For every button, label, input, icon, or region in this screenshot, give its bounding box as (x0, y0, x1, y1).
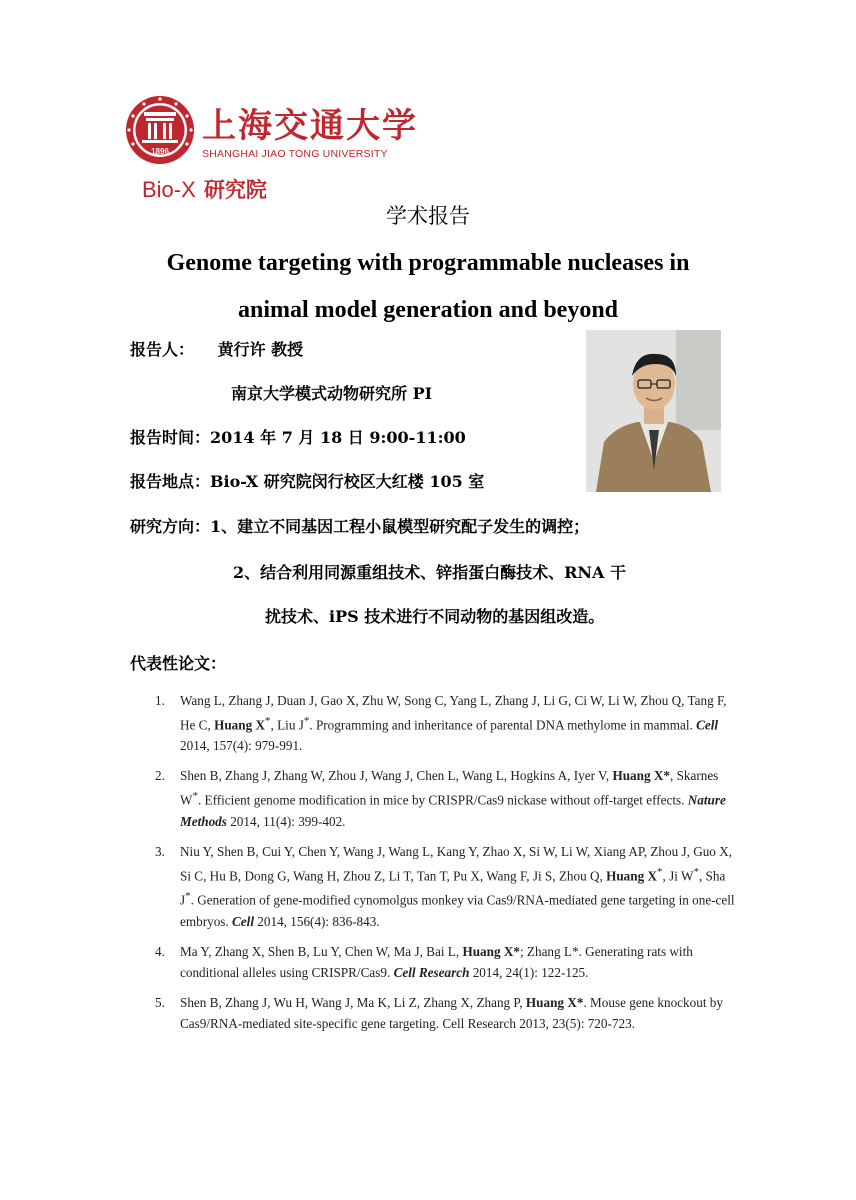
publications-heading: 代表性论文： (130, 654, 227, 673)
publication-citation: 2014, 157(4): 979-991. (180, 738, 303, 754)
talk-title-line-1: Genome targeting with programmable nucleases in (166, 250, 690, 276)
publication-title: . Generation of gene-modified cynomolgus monkey via Cas9/RNA-mediated gene targeting in one-cell embryos. (180, 892, 735, 929)
publication-authors: Ma Y, Zhang X, Shen B, Lu Y, Chen W, Ma J, Bai L, (180, 943, 463, 959)
institute-cn: 研究院 (203, 177, 267, 202)
publication-title: . Generating rats with conditional alleles using CRISPR/Cas9. (180, 943, 693, 980)
research-label: 研究方向： (130, 517, 211, 536)
speaker-portrait-icon (586, 330, 721, 492)
publication-title: . Mouse gene knockout by Cas9/RNA-mediated site-specific gene targeting. Cell Research 2013, 23(5): 720-723. (180, 994, 723, 1031)
research-line-1: 1、建立不同基因工程小鼠模型研究配子发生的调控； (210, 517, 590, 536)
publication-item (155, 941, 735, 983)
publication-coauthor: , Ji W (662, 868, 694, 884)
publication-coauthor: ; Zhang L* (519, 943, 579, 959)
publication-list (155, 690, 735, 1043)
university-name-cn: 上海交通大学 (202, 106, 418, 146)
research-line-3: 扰技术、iPS 技术进行不同动物的基因组改造。 (265, 607, 605, 626)
publication-coauthor: , Liu J (270, 717, 304, 733)
speaker-affiliation: 南京大学模式动物研究所 PI (231, 384, 433, 403)
publication-citation: 2014, 156(4): 836-843. (254, 913, 380, 929)
publication-number: 5. (155, 994, 165, 1010)
talk-title (110, 240, 746, 334)
publication-authors: Shen B, Zhang J, Wu H, Wang J, Ma K, Li Z, Zhang X, Zhang P, (180, 994, 526, 1010)
publication-journal: Nature Methods (180, 792, 726, 829)
research-line-2: 2、结合利用同源重组技术、锌指蛋白酶技术、RNA 干 (233, 563, 627, 582)
publication-journal: Cell Research (393, 964, 470, 980)
publication-coauthor: , Sha J (180, 868, 726, 908)
publication-highlight-author: Huang X* (612, 768, 670, 784)
location-value: Bio-X 研究院闵行校区大红楼 105 室 (210, 472, 485, 491)
university-name-en: SHANGHAI JIAO TONG UNIVERSITY (202, 148, 388, 160)
publication-authors: Wang L, Zhang J, Duan J, Gao X, Zhu W, Song C, Yang L, Zhang J, Li G, Ci W, Li W, Zhou Q, Tang F, He C, (180, 693, 727, 733)
speaker-row (130, 339, 303, 361)
page-heading: 学术报告 (386, 204, 470, 228)
publication-journal: Cell (696, 717, 719, 733)
publication-coauthor: , Skarnes W (180, 768, 719, 808)
publication-number: 4. (155, 943, 165, 959)
publication-highlight-author: Huang X* (525, 994, 584, 1010)
publication-item: 3. Niu Y, Shen B, Cui Y, Chen Y, Wang J, Wang L, Kang Y, Zhao X, Si W, Li W, Xiang AP, Zhou J, Guo X, Si C, Hu B, Dong G, Wang H, Zhou Z, Li T, Tan T, Pu X, Wang F, Ji S, Zhou Q, Huang X*, Ji W*, Sha J*. Generation of gene-modified cynomolgus monkey via Cas9/RNA-mediated gene targeting in one-cell embryos. Cell 2014, 156(4): 836-843. (155, 841, 735, 932)
university-seal-icon (124, 94, 196, 166)
publication-citation: 2014, 11(4): 399-402. (226, 813, 346, 829)
publication-item: 2. Shen B, Zhang J, Zhang W, Zhou J, Wang J, Chen L, Wang L, Hogkins A, Iyer V, Huang X*, Skarnes W*. Efficient genome modification in mice by CRISPR/Cas9 nickase without off-target effects. Nature Methods 2014, 11(4): 399-402. (155, 765, 735, 831)
publication-highlight-author: Huang X (214, 717, 266, 733)
talk-title-line-2: animal model generation and beyond (237, 297, 619, 323)
publication-item (155, 992, 735, 1034)
svg-text:1896: 1896 (151, 147, 169, 156)
time-row (130, 427, 466, 449)
speaker-name: 黄行许 教授 (217, 340, 304, 359)
publication-citation: 2014, 24(1): 122-125. (469, 964, 589, 980)
location-label: 报告地点： (130, 472, 211, 491)
speaker-photo (586, 330, 721, 492)
time-value: 2014 年 7 月 18 日 9:00-11:00 (210, 428, 466, 447)
publication-authors: Niu Y, Shen B, Cui Y, Chen Y, Wang J, Wang L, Kang Y, Zhao X, Si W, Li W, Xiang AP, Zhou J, Guo X, Si C, Hu B, Dong G, Wang H, Zhou Z, Li T, Tan T, Pu X, Wang F, Ji S, Zhou Q, (180, 843, 733, 884)
research-row (130, 516, 589, 538)
publication-number: 2. (155, 768, 165, 784)
publication-item: 1. Wang L, Zhang J, Duan J, Gao X, Zhu W, Song C, Yang L, Zhang J, Li G, Ci W, Li W, Zhou Q, Tang F, He C, Huang X*, Liu J*. Programming and inheritance of parental DNA methylome in mammal. Cell 2014, 157(4): 979-991. (155, 690, 735, 756)
university-logo (124, 94, 424, 204)
location-row (130, 471, 484, 493)
publication-journal: Cell (232, 913, 254, 929)
institute-prefix: Bio-X (142, 177, 196, 202)
speaker-label: 报告人： (130, 340, 195, 359)
publication-highlight-author: Huang X* (462, 943, 520, 959)
publication-highlight-author: Huang X (606, 868, 658, 884)
publication-number: 3. (155, 843, 165, 859)
publication-authors: Shen B, Zhang J, Zhang W, Zhou J, Wang J, Chen L, Wang L, Hogkins A, Iyer V, (180, 768, 613, 784)
time-label: 报告时间： (130, 428, 211, 447)
publication-number: 1. (155, 693, 165, 708)
publication-title: . Efficient genome modification in mice by CRISPR/Cas9 nickase without off-target effects. (197, 792, 688, 808)
publication-title: . Programming and inheritance of parental DNA methylome in mammal. (309, 717, 697, 733)
